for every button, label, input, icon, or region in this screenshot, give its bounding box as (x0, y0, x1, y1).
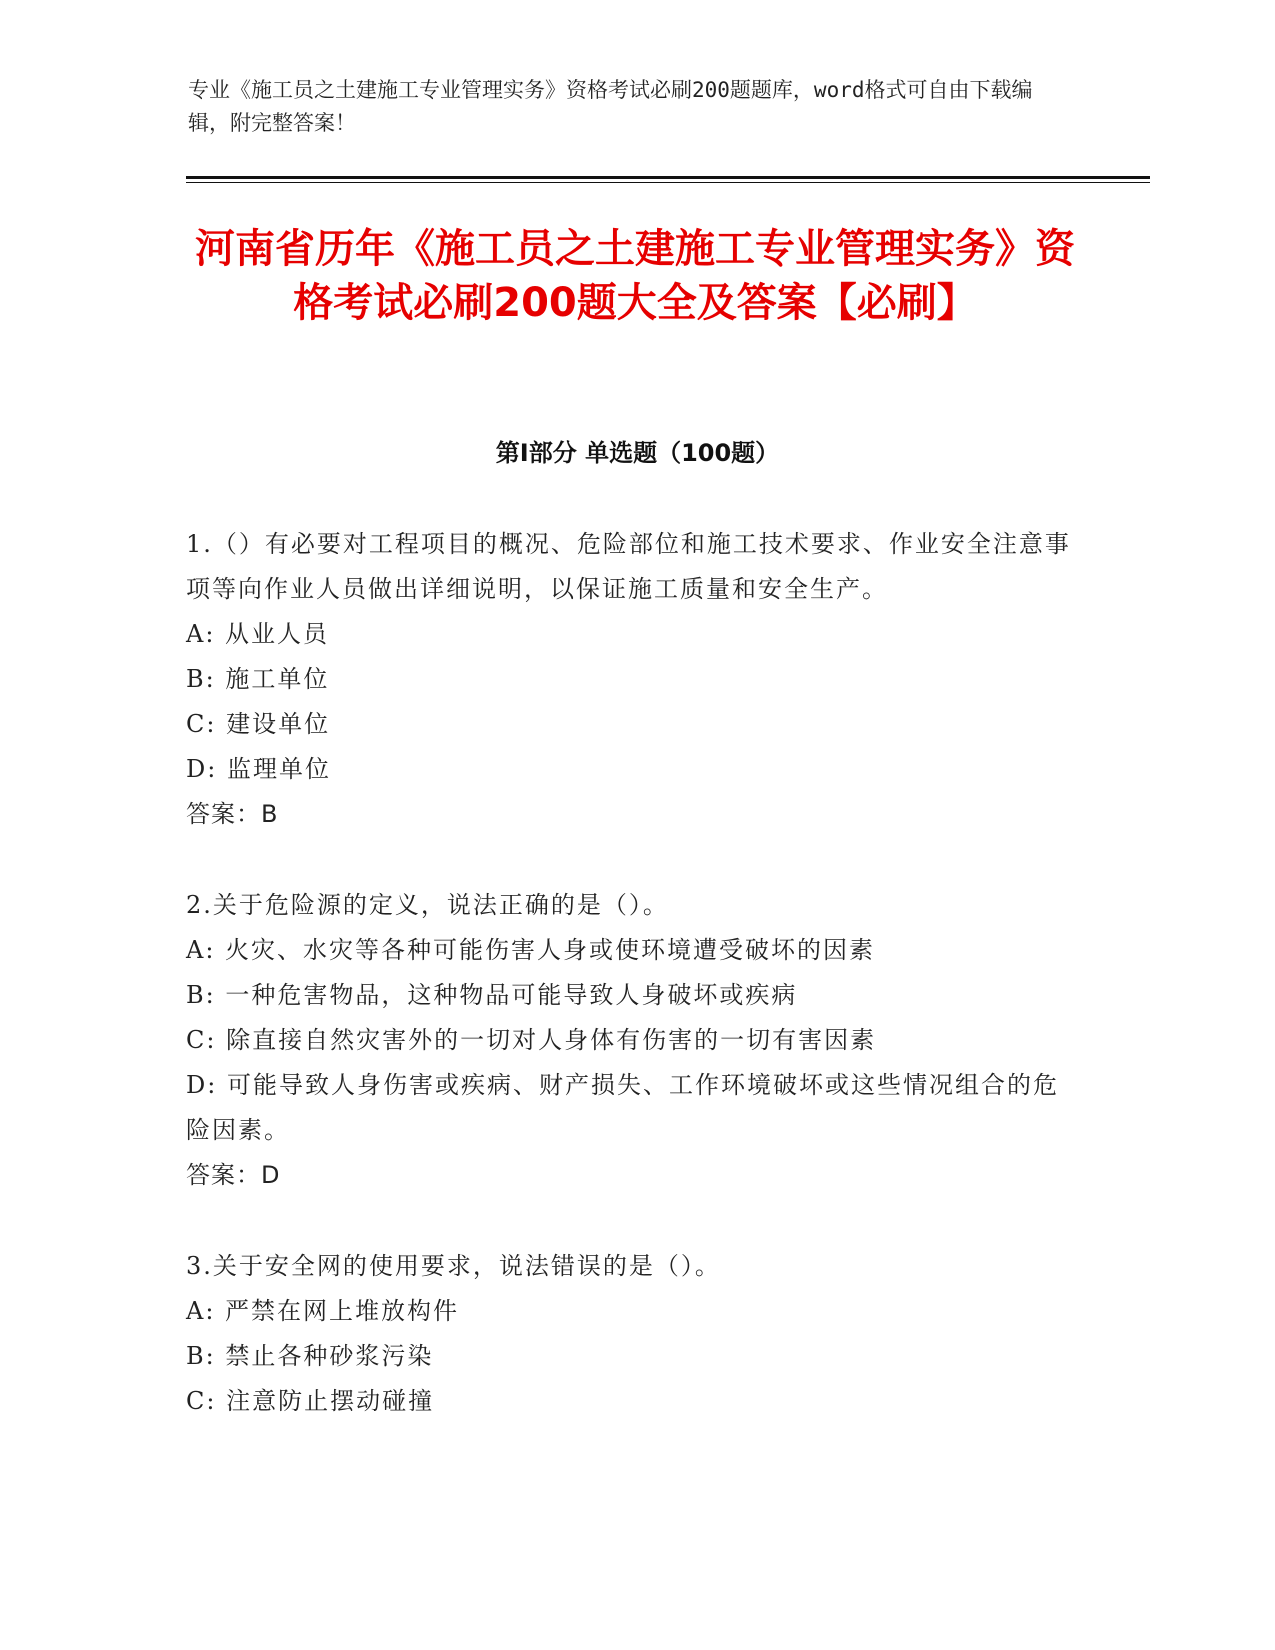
option-c: C: 建设单位 (186, 710, 331, 738)
option-c: C: 注意防止摆动碰撞 (186, 1387, 435, 1415)
question-1 (186, 522, 1076, 837)
header-note: 专业《施工员之土建施工专业管理实务》资格考试必刷200题题库，word格式可自由下载编辑，附完整答案！ (188, 78, 1033, 135)
answer: 答案：D (186, 1161, 281, 1189)
question-3 (186, 1244, 1076, 1424)
question-2 (186, 883, 1076, 1198)
option-b: B: 禁止各种砂浆污染 (186, 1342, 434, 1370)
question-stem: 3.关于安全网的使用要求，说法错误的是（）。 (186, 1252, 721, 1280)
header-divider-thick (186, 176, 1150, 179)
option-a: A: 严禁在网上堆放构件 (186, 1297, 460, 1325)
option-b: B: 施工单位 (186, 665, 330, 693)
question-stem: 2.关于危险源的定义，说法正确的是（）。 (186, 891, 669, 919)
option-d: D: 监理单位 (186, 755, 331, 783)
option-c: C: 除直接自然灾害外的一切对人身体有伤害的一切有害因素 (186, 1026, 877, 1054)
document-title: 河南省历年《施工员之土建施工专业管理实务》资格考试必刷200题大全及答案【必刷】 (195, 226, 1075, 326)
option-d: D: 可能导致人身伤害或疾病、财产损失、工作环境破坏或这些情况组合的危险因素。 (186, 1071, 1059, 1144)
header-divider-thin (186, 182, 1150, 183)
question-list (186, 522, 1076, 1470)
option-b: B: 一种危害物品，这种物品可能导致人身破坏或疾病 (186, 981, 798, 1009)
question-stem: 1.（）有必要对工程项目的概况、危险部位和施工技术要求、作业安全注意事项等向作业人员做出详细说明，以保证施工质量和安全生产。 (186, 530, 1071, 603)
option-a: A: 从业人员 (186, 620, 330, 648)
answer: 答案：B (186, 800, 279, 828)
option-a: A: 火灾、水灾等各种可能伤害人身或使环境遭受破坏的因素 (186, 936, 876, 964)
section-title: 第Ⅰ部分 单选题（100题） (495, 439, 780, 467)
